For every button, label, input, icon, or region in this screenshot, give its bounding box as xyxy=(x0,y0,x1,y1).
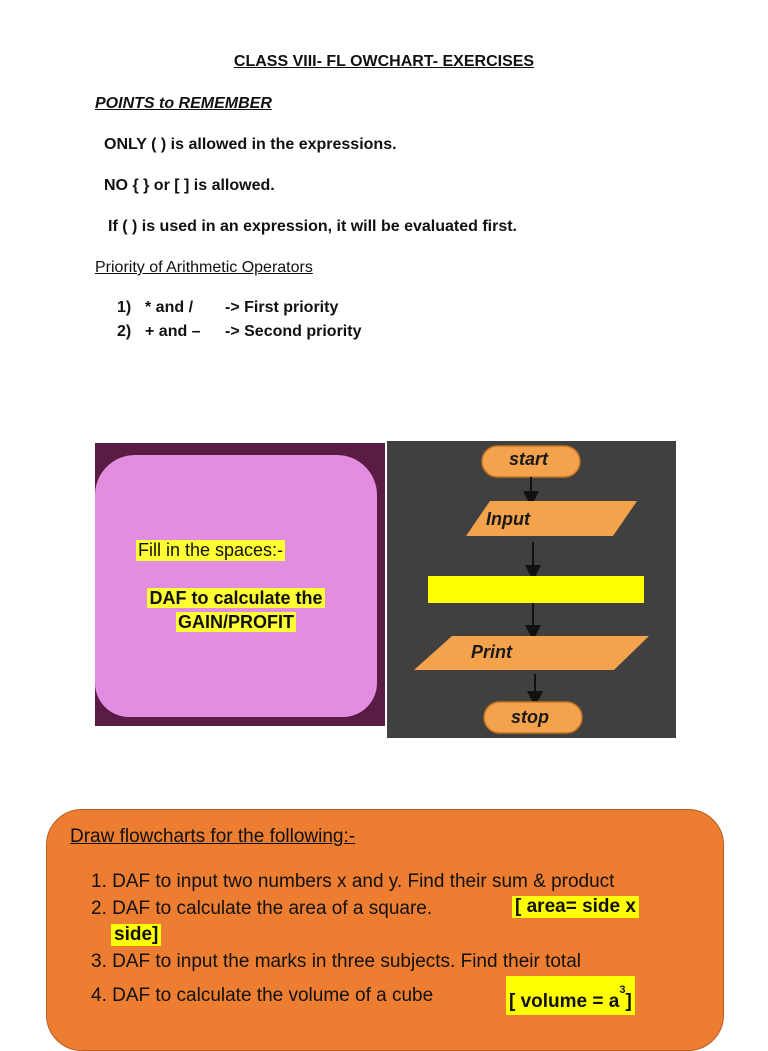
exercise-item-3: 3. DAF to input the marks in three subjects. Find their total xyxy=(91,951,582,972)
points-heading: POINTS to REMEMBER xyxy=(95,95,272,112)
daf-task-line-1: DAF to calculate the xyxy=(149,588,323,608)
priority-heading: Priority of Arithmetic Operators xyxy=(95,259,313,276)
priority-description: -> First priority xyxy=(225,299,339,316)
print-parallelogram xyxy=(414,636,649,670)
priority-number: 1) xyxy=(117,299,132,316)
priority-row-1 xyxy=(117,299,338,317)
priority-operators: + and – xyxy=(145,323,201,340)
daf-task xyxy=(96,586,376,634)
process-box-blank xyxy=(428,576,644,603)
area-formula-part-2: side] xyxy=(111,924,161,946)
volume-formula-text: [ volume = a xyxy=(509,991,620,1012)
daf-task-line-2: GAIN/PROFIT xyxy=(178,612,294,632)
exercises-heading: Draw flowcharts for the following:- xyxy=(70,826,356,847)
priority-operators: * and / xyxy=(145,299,194,316)
exercise-item-2: 2. DAF to calculate the area of a square. xyxy=(91,898,433,919)
volume-exponent: 3 xyxy=(619,984,626,996)
page-title: CLASS VIII- FL OWCHART- EXERCISES xyxy=(233,53,535,70)
fill-in-label: Fill in the spaces:- xyxy=(138,540,284,560)
priority-number: 2) xyxy=(117,323,132,340)
exercise-item-4: 4. DAF to calculate the volume of a cube xyxy=(91,985,434,1006)
input-label: Input xyxy=(486,509,530,529)
flowchart-diagram xyxy=(387,441,676,738)
point-3: If ( ) is used in an expression, it will be evaluated first. xyxy=(108,218,517,235)
exercise-item-1: 1. DAF to input two numbers x and y. Find their sum & product xyxy=(91,871,615,892)
start-label: start xyxy=(509,449,549,469)
volume-formula xyxy=(506,976,635,1015)
priority-row-2 xyxy=(117,323,361,341)
point-1: ONLY ( ) is allowed in the expressions. xyxy=(104,136,397,153)
print-label: Print xyxy=(471,642,513,662)
flowchart-panel xyxy=(387,441,676,738)
priority-description: -> Second priority xyxy=(225,323,362,340)
stop-label: stop xyxy=(511,707,549,727)
volume-formula-close: ] xyxy=(625,991,632,1012)
area-formula-part-1: [ area= side x xyxy=(512,896,639,918)
point-2: NO { } or [ ] is allowed. xyxy=(104,177,275,194)
